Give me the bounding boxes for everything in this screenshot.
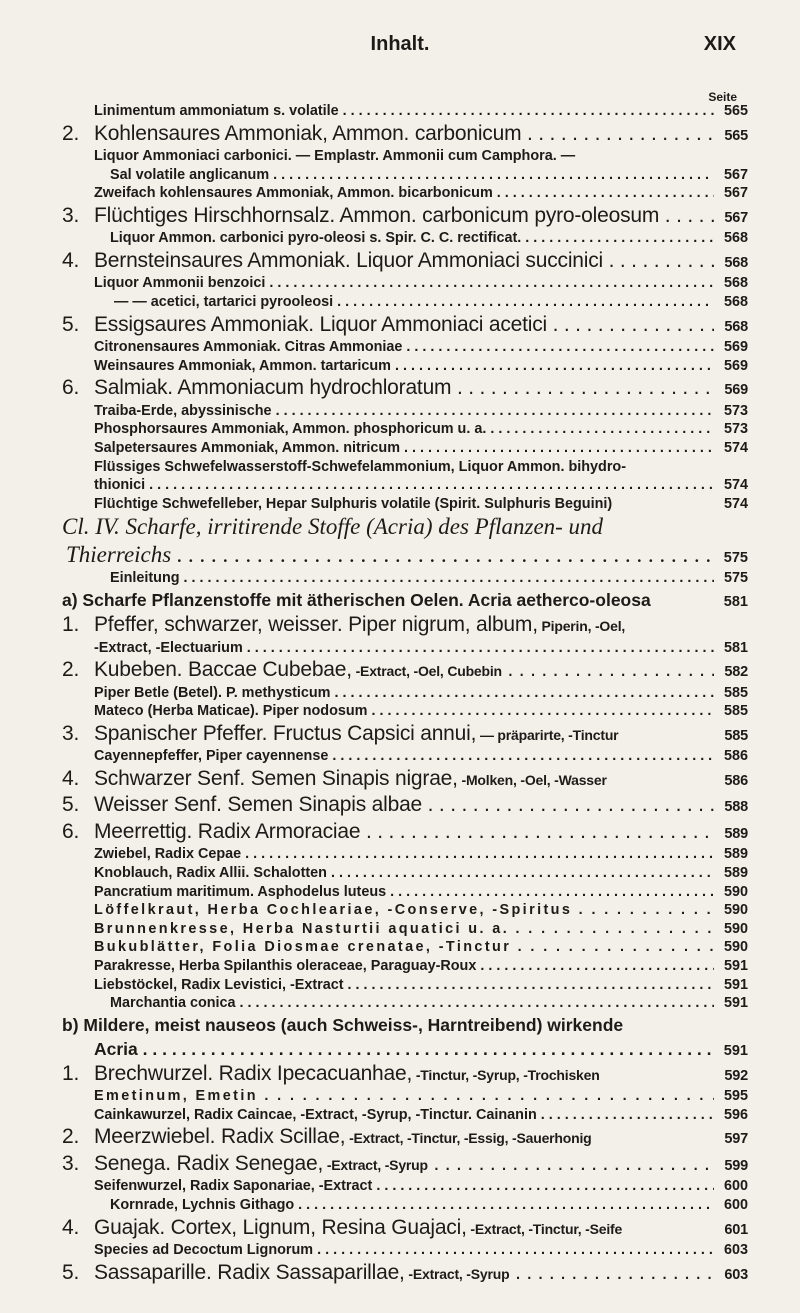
entry-title: Senega. Radix Senegae, -Extract, -Syrup . . .	[94, 1151, 714, 1179]
entry-page-number: 573	[723, 402, 748, 419]
entry-page-number: 596	[723, 1106, 748, 1123]
toc-entry	[62, 293, 748, 312]
entry-page-number: 586	[723, 748, 748, 765]
toc-entry	[62, 357, 748, 376]
entry-page-number: 601	[724, 1221, 748, 1238]
entry-title: Cl. IV. Scharfe, irritirende Stoffe (Acria) des Pflanzen- und	[62, 514, 604, 540]
entry-page-number: 574	[723, 440, 748, 457]
entry-page-number: 585	[724, 727, 748, 744]
entry-title: Meerrettig. Radix Armoraciae . . .	[94, 819, 714, 846]
entry-page-number: 591	[723, 1042, 748, 1059]
entry-page-number: 567	[723, 185, 748, 202]
toc-entry	[62, 166, 748, 185]
entry-page-number: 567	[723, 166, 748, 183]
entry-title: Pancratium maritimum. Asphodelus luteus . . .	[62, 883, 714, 902]
toc-entry	[62, 938, 748, 957]
entry-title: Kornrade, Lychnis Githago . . .	[62, 1196, 714, 1215]
entry-title: Emetinum, Emetin . . .	[62, 1087, 714, 1106]
entry-title: Zweifach kohlensaures Ammoniak, Ammon. bicarbonicum . . .	[62, 184, 714, 203]
running-head	[0, 33, 800, 59]
entry-number: 3.	[62, 1151, 80, 1175]
entry-page-number: 603	[723, 1242, 748, 1259]
table-of-contents	[62, 102, 748, 1286]
entry-number: 1.	[62, 613, 80, 636]
toc-entry	[62, 747, 748, 766]
entry-title: Acria . . .	[62, 1037, 714, 1061]
entry-subtitle: -Molken, -Oel, -Wasser	[457, 771, 607, 788]
entry-title: Salmiak. Ammoniacum hydrochloratum . . .	[94, 375, 714, 402]
toc-entry	[62, 920, 748, 939]
toc-entry	[62, 883, 748, 902]
entry-page-number: 581	[723, 639, 748, 656]
toc-entry	[62, 657, 748, 684]
entry-title: Guajak. Cortex, Lignum, Resina Guajaci, -Extract, -Tinctur, -Seife	[94, 1215, 623, 1239]
entry-page-number: 574	[723, 477, 748, 494]
entry-page-number: 589	[724, 825, 748, 842]
entry-page-number: 568	[724, 254, 748, 271]
entry-title: Sal volatile anglicanum . . .	[62, 166, 714, 185]
entry-subtitle: -Extract, -Oel, Cubebin	[351, 663, 502, 680]
entry-page-number: 591	[723, 976, 748, 993]
entry-page-number: 585	[723, 703, 748, 720]
entry-page-number: 588	[724, 799, 748, 816]
toc-entry	[62, 864, 748, 883]
page-column-label: Seite	[708, 90, 737, 104]
entry-title: Thierreichs . . .	[62, 541, 714, 569]
toc-entry	[62, 1013, 748, 1037]
toc-entry	[62, 819, 748, 846]
entry-page-number: 565	[724, 127, 748, 144]
toc-entry	[62, 541, 748, 569]
entry-title: Liquor Ammonii benzoici . . .	[62, 274, 714, 293]
toc-entry	[62, 957, 748, 976]
entry-page-number: 569	[724, 382, 748, 399]
entry-title: Kohlensaures Ammoniak, Ammon. carbonicum . . .	[94, 121, 714, 148]
entry-page-number: 600	[723, 1197, 748, 1213]
entry-subtitle: -Tinctur, -Syrup, -Trochisken	[412, 1066, 600, 1083]
entry-number: 2.	[62, 658, 80, 682]
toc-entry	[62, 147, 748, 166]
entry-page-number: 568	[723, 275, 748, 292]
toc-entry	[62, 976, 748, 995]
toc-entry	[62, 569, 748, 588]
entry-title: Weisser Senf. Semen Sinapis albae . . .	[94, 792, 714, 819]
toc-entry	[62, 458, 748, 477]
entry-page-number: 592	[724, 1067, 748, 1084]
entry-title: Zwiebel, Radix Cepae . . .	[62, 845, 714, 864]
entry-number: 5.	[62, 312, 80, 336]
entry-number: 4.	[62, 1215, 80, 1239]
toc-entry	[62, 121, 748, 148]
entry-title: Liebstöckel, Radix Levistici, -Extract . . .	[62, 976, 714, 995]
entry-title: Essigsaures Ammoniak. Liquor Ammoniaci acetici . . .	[94, 312, 714, 339]
toc-entry	[62, 1260, 748, 1287]
entry-title: Meerzwiebel. Radix Scillae, -Extract, -Tinctur, -Essig, -Sauerhonig	[94, 1125, 592, 1149]
toc-entry	[62, 375, 748, 402]
toc-entry	[62, 1196, 748, 1215]
entry-number: 6.	[62, 376, 80, 400]
toc-entry	[62, 1037, 748, 1061]
entry-title: Liquor Ammon. carbonici pyro-oleosi s. Spir. C. C. rectificat. . . .	[62, 229, 714, 248]
toc-entry	[62, 845, 748, 864]
entry-number: 2.	[62, 1125, 80, 1149]
entry-number: 4.	[62, 766, 80, 790]
toc-entry	[62, 495, 748, 514]
entry-title: — — acetici, tartarici pyrooleosi . . .	[62, 293, 714, 312]
entry-page-number: 600	[723, 1178, 748, 1195]
entry-page-number: 574	[723, 495, 748, 512]
toc-entry	[62, 248, 748, 275]
toc-entry	[62, 994, 748, 1013]
entry-title: Weinsaures Ammoniak, Ammon. tartaricum . . .	[62, 357, 714, 376]
entry-page-number: 599	[724, 1157, 748, 1174]
toc-entry	[62, 476, 748, 495]
entry-title: b) Mildere, meist nauseos (auch Schweiss-, Harntreibend) wirkende	[62, 1014, 624, 1035]
entry-page-number: 585	[723, 684, 748, 701]
entry-page-number: 591	[723, 995, 748, 1012]
entry-page-number: 569	[723, 339, 748, 356]
entry-number: 3.	[62, 203, 80, 227]
toc-entry	[62, 1177, 748, 1196]
entry-number: 5.	[62, 1260, 80, 1284]
entry-page-number: 573	[723, 421, 748, 438]
entry-subtitle: -Extract, -Syrup	[404, 1265, 510, 1282]
entry-title: thionici . . .	[62, 476, 714, 495]
entry-title: Löffelkraut, Herba Cochleariae, -Conserve, -Spiritus . . .	[62, 901, 714, 920]
entry-number: 3.	[62, 721, 80, 745]
entry-title: Flüchtige Schwefelleber, Hepar Sulphuris volatile (Spirit. Sulphuris Beguini)	[94, 495, 613, 512]
entry-title: Phosphorsaures Ammoniak, Ammon. phosphoricum u. a. . . .	[62, 420, 714, 439]
entry-subtitle: Piperin, -Oel,	[537, 618, 626, 634]
entry-title: Schwarzer Senf. Semen Sinapis nigrae, -Molken, -Oel, -Wasser	[94, 766, 607, 790]
entry-page-number: 582	[724, 664, 748, 681]
entry-page-number: 590	[723, 883, 748, 900]
entry-page-number: 568	[723, 294, 748, 311]
entry-number: 2.	[62, 121, 80, 145]
toc-entry	[62, 184, 748, 203]
entry-title: Marchantia conica . . .	[62, 994, 714, 1013]
toc-entry	[62, 684, 748, 703]
entry-title: Brunnenkresse, Herba Nasturtii aquatici u. a. . . .	[62, 920, 714, 939]
entry-title: Salpetersaures Ammoniak, Ammon. nitricum . . .	[62, 439, 714, 458]
toc-entry	[62, 439, 748, 458]
entry-page-number: 565	[723, 103, 748, 119]
entry-title: Liquor Ammoniaci carbonici. — Emplastr. Ammonii cum Camphora. —	[94, 148, 576, 165]
entry-title: Brechwurzel. Radix Ipecacuanhae, -Tinctur, -Syrup, -Trochisken	[94, 1061, 600, 1085]
toc-entry	[62, 639, 748, 658]
toc-entry	[62, 229, 748, 248]
toc-entry	[62, 102, 748, 121]
toc-entry	[62, 338, 748, 357]
entry-title: Bukublätter, Folia Diosmae crenatae, -Tinctur . . .	[62, 938, 714, 957]
toc-entry	[62, 1124, 748, 1151]
entry-subtitle: -Extract, -Tinctur, -Seife	[466, 1220, 623, 1237]
toc-entry	[62, 402, 748, 421]
entry-page-number: 575	[723, 550, 748, 567]
entry-page-number: 589	[723, 846, 748, 863]
entry-title: Bernsteinsaures Ammoniak. Liquor Ammoniaci succinici . . .	[94, 248, 714, 275]
entry-title: Cainkawurzel, Radix Caincae, -Extract, -Syrup, -Tinctur. Cainanin . . .	[62, 1106, 714, 1125]
entry-title: Einleitung . . .	[62, 569, 714, 588]
entry-title: Piper Betle (Betel). P. methysticum . . .	[62, 684, 714, 703]
entry-title: Kubeben. Baccae Cubebae, -Extract, -Oel, Cubebin . . .	[94, 657, 714, 685]
entry-title: Parakresse, Herba Spilanthis oleraceae, Paraguay-Roux . . .	[62, 957, 714, 976]
toc-entry	[62, 766, 748, 793]
entry-title: Flüchtiges Hirschhornsalz. Ammon. carbonicum pyro-oleosum . . .	[94, 203, 714, 230]
entry-page-number: 581	[723, 594, 748, 610]
entry-subtitle: -Extract, -Tinctur, -Essig, -Sauerhonig	[345, 1130, 592, 1147]
toc-entry	[62, 1215, 748, 1242]
entry-number: 5.	[62, 793, 80, 817]
toc-entry	[62, 513, 748, 541]
entry-title: Seifenwurzel, Radix Saponariae, -Extract . . .	[62, 1177, 714, 1196]
toc-entry	[62, 1241, 748, 1260]
entry-title: Spanischer Pfeffer. Fructus Capsici annui, — präparirte, -Tinctur	[94, 721, 619, 745]
entry-number: 4.	[62, 248, 80, 272]
entry-page-number: 603	[724, 1266, 748, 1283]
running-title: Inhalt.	[370, 33, 430, 55]
entry-page-number: 567	[724, 209, 748, 226]
entry-subtitle: -Extract, -Syrup	[323, 1156, 428, 1173]
entry-page-number: 590	[723, 920, 748, 937]
entry-page-number: 595	[723, 1088, 748, 1105]
entry-page-number: 568	[723, 230, 748, 247]
toc-entry	[62, 721, 748, 748]
toc-entry	[62, 1106, 748, 1125]
toc-entry	[62, 702, 748, 721]
entry-title: Cayennepfeffer, Piper cayennense . . .	[62, 747, 714, 766]
entry-page-number: 575	[723, 570, 748, 587]
entry-title: Traiba-Erde, abyssinische . . .	[62, 402, 714, 421]
toc-entry	[62, 420, 748, 439]
entry-title: Citronensaures Ammoniak. Citras Ammoniae . . .	[62, 338, 714, 357]
entry-page-number: 568	[724, 318, 748, 335]
entry-title: Pfeffer, schwarzer, weisser. Piper nigrum, album, Piperin, -Oel,	[94, 613, 626, 636]
entry-title: Knoblauch, Radix Allii. Schalotten . . .	[62, 864, 714, 883]
entry-number: 6.	[62, 819, 80, 843]
entry-title: a) Scharfe Pflanzenstoffe mit ätherischen Oelen. Acria aetherco-oleosa	[62, 590, 651, 610]
entry-number: 1.	[62, 1061, 80, 1085]
toc-entry	[62, 1151, 748, 1178]
toc-entry	[62, 588, 748, 612]
entry-page-number: 597	[724, 1131, 748, 1148]
entry-page-number: 590	[723, 902, 748, 919]
entry-page-number: 589	[723, 864, 748, 881]
entry-title: Linimentum ammoniatum s. volatile . . .	[62, 102, 714, 121]
toc-entry	[62, 312, 748, 339]
toc-entry	[62, 1061, 748, 1088]
toc-entry	[62, 792, 748, 819]
entry-page-number: 586	[724, 772, 748, 789]
toc-entry	[62, 1087, 748, 1106]
entry-subtitle: — präparirte, -Tinctur	[476, 726, 619, 743]
toc-entry	[62, 612, 748, 639]
entry-title: Flüssiges Schwefelwasserstoff-Schwefelammonium, Liquor Ammon. bihydro-	[94, 458, 627, 475]
entry-page-number: 590	[723, 939, 748, 956]
entry-title: Sassaparille. Radix Sassaparillae, -Extract, -Syrup . . .	[94, 1260, 714, 1288]
entry-page-number: 569	[723, 357, 748, 374]
roman-page-number: XIX	[703, 33, 736, 55]
toc-entry	[62, 901, 748, 920]
entry-title: Mateco (Herba Maticae). Piper nodosum . . .	[62, 702, 714, 721]
toc-entry	[62, 274, 748, 293]
entry-title: -Extract, -Electuarium . . .	[62, 639, 714, 658]
entry-page-number: 591	[723, 957, 748, 974]
toc-entry	[62, 203, 748, 230]
entry-title: Species ad Decoctum Lignorum . . .	[62, 1241, 714, 1260]
